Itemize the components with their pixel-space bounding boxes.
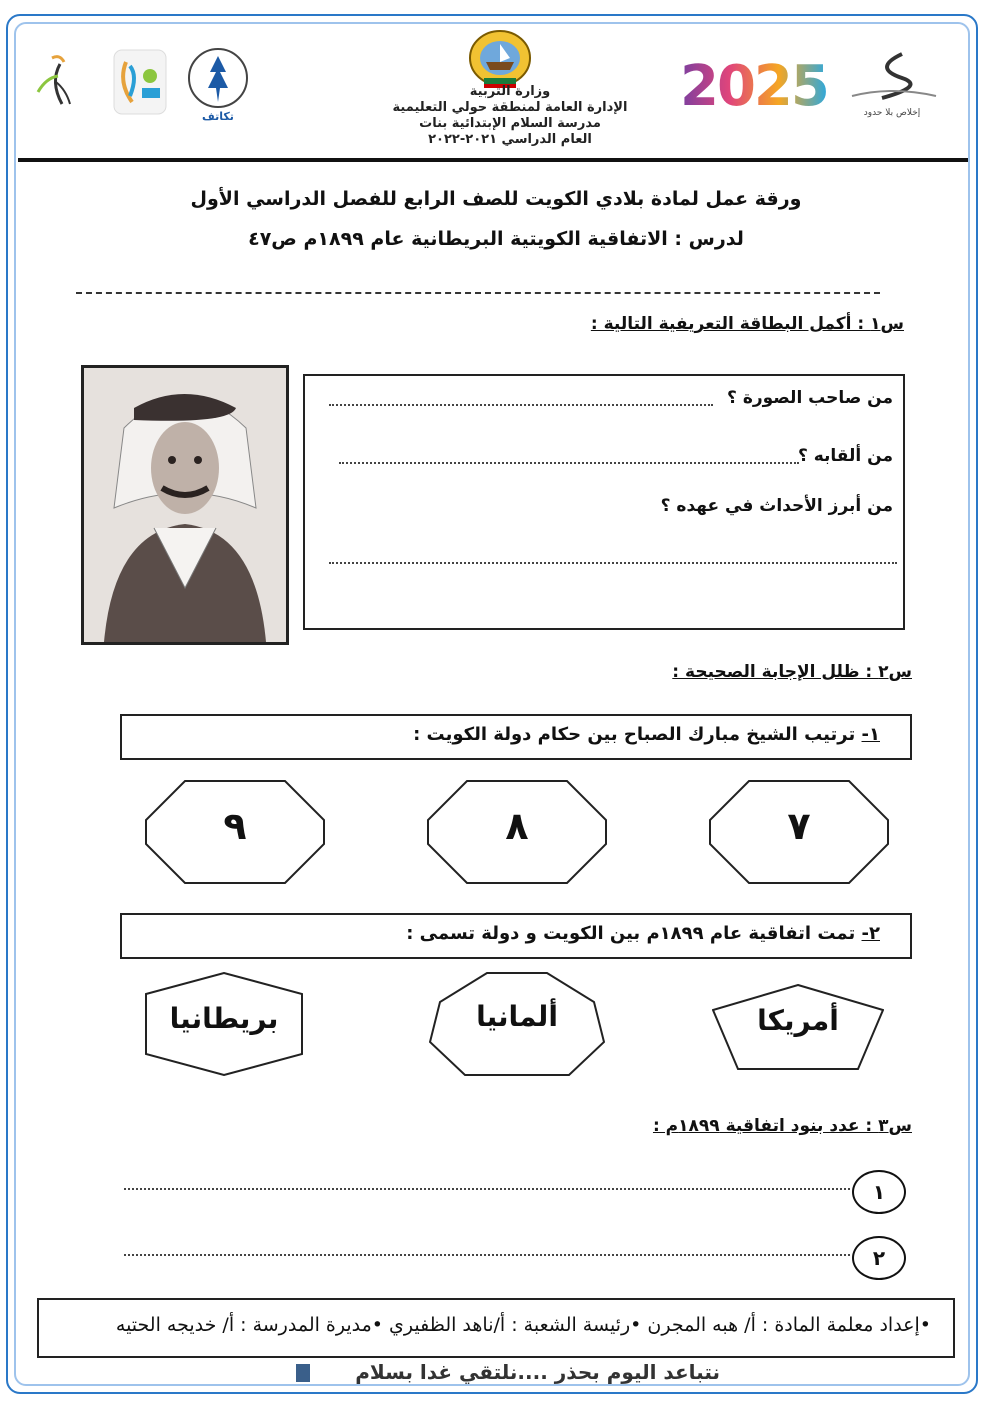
q2-item2-option-2[interactable]	[429, 972, 605, 1076]
q3-answer-line-2[interactable]	[124, 1254, 850, 1256]
q2-item1-option-2-label: ٨	[505, 804, 529, 848]
takatof-caption: تكاتف	[202, 110, 234, 123]
q3-number-1: ١	[852, 1170, 906, 1214]
credits-box	[37, 1298, 955, 1358]
right-logo	[842, 48, 942, 128]
lesson-title: لدرس : الاتفاقية الكويتية البريطانية عام ١٨٩٩م ص٤٧	[248, 228, 744, 250]
takatof-emblem-icon	[186, 46, 250, 110]
q2-item2-option-3[interactable]	[712, 984, 884, 1070]
q2-item1-question: ترتيب الشيخ مبارك الصباح بين حكام دولة الكويت :	[413, 724, 856, 745]
q2-item2-option-2-label: ألمانيا	[476, 1000, 558, 1033]
header-directorate: الإدارة العامة لمنطقة حولي التعليمية	[392, 100, 628, 115]
header-ministry: وزارة التربية	[469, 84, 551, 99]
q1-heading: س١ : أكمل البطاقة التعريفية التالية :	[590, 314, 904, 334]
q1-line-events: من أبرز الأحداث في عهده ؟	[660, 496, 893, 516]
credits-text: •إعداد معلمة المادة : أ/ هبه المجرن •رئيسة الشعبة : أ/ناهد الظفيري •مديرة المدرسة : أ/ خديجه الحتيه	[115, 1314, 931, 1336]
right-logo-caption: إخلاص بلا حدود	[863, 108, 921, 118]
q2-item1-text	[413, 724, 880, 745]
header-year: العام الدراسي ٢٠٢١-٢٠٢٢	[428, 132, 592, 147]
q2-item1-option-2[interactable]	[427, 780, 607, 884]
q2-item1-option-3-label: ٧	[787, 804, 811, 848]
q3-answer-line-1[interactable]	[124, 1188, 850, 1190]
logo-2025-text: 2025	[680, 54, 828, 119]
q1-line-titles: من ألقابه ؟	[797, 446, 893, 466]
q3-number-2: ٢	[852, 1236, 906, 1280]
q2-item2-question: تمت اتفاقية عام ١٨٩٩م بين الكويت و دولة تسمى :	[406, 923, 856, 944]
runner-logo-icon	[30, 52, 78, 112]
q2-heading: س٢ : ظلل الإجابة الصحيحة :	[672, 662, 912, 682]
q2-item2-text	[406, 923, 880, 944]
portrait-photo	[81, 365, 289, 645]
q1-line-photo: من صاحب الصورة ؟	[727, 388, 893, 408]
q1-answer-line-titles[interactable]	[339, 462, 799, 464]
takatof-logo	[186, 46, 250, 126]
q2-item2-option-1[interactable]	[145, 972, 303, 1076]
worksheet-title: ورقة عمل لمادة بلادي الكويت للصف الرابع للفصل الدراسي الأول	[190, 188, 802, 210]
q2-item2-number: ٢-	[861, 923, 880, 944]
q2-item1-option-1-label: ٩	[223, 804, 247, 848]
q2-item1-option-3[interactable]	[709, 780, 889, 884]
q1-answer-line-photo[interactable]	[329, 404, 713, 406]
page-border-inner	[14, 22, 970, 1386]
q2-item2-option-1-label: بريطانيا	[169, 1002, 279, 1035]
header-school: مدرسة السلام الإبتدائية بنات	[419, 116, 601, 131]
footer-motto: نتباعد اليوم بحذر ....نلتقي غدا بسلام	[355, 1360, 720, 1384]
wave-logo-icon	[842, 48, 942, 104]
q1-answer-line-events[interactable]	[329, 562, 897, 564]
q2-item1-option-1[interactable]	[145, 780, 325, 884]
q3-heading: س٣ : عدد بنود اتفاقية ١٨٩٩م :	[652, 1116, 912, 1136]
q2-item1-box	[120, 714, 912, 760]
q2-item2-option-3-label: أمريكا	[757, 1004, 839, 1037]
id-card	[303, 374, 905, 630]
portrait-illustration-icon	[84, 368, 286, 642]
header-divider	[18, 158, 968, 162]
kuwait-emblem-icon	[466, 28, 534, 90]
q2-item1-number: ١-	[861, 724, 880, 745]
q2-item2-box	[120, 913, 912, 959]
title-separator	[76, 292, 880, 294]
logo-2025	[680, 52, 828, 122]
school-badge-logo-icon	[112, 48, 168, 116]
